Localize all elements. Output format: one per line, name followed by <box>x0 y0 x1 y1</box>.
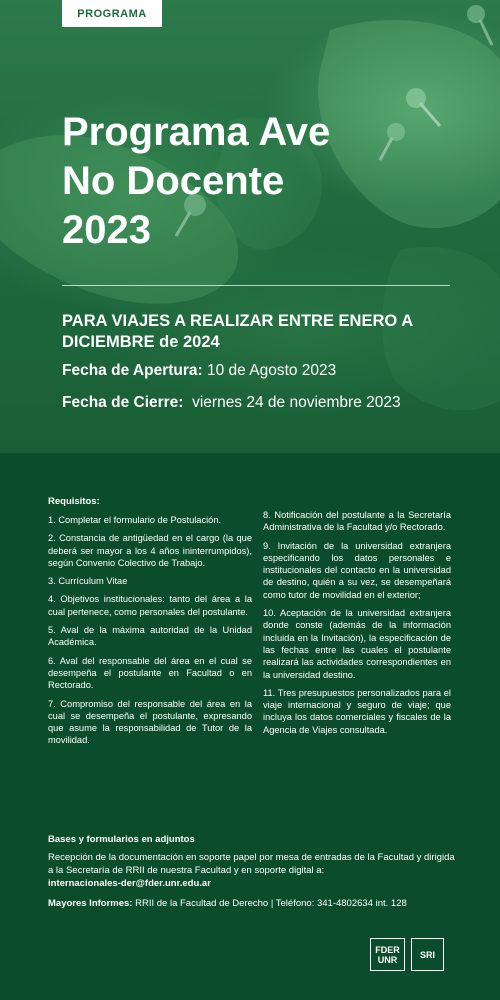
title-line: No Docente <box>62 159 285 203</box>
travel-period-subtitle: PARA VIAJES A REALIZAR ENTRE ENERO A DICIEMBRE de 2024 <box>62 312 413 351</box>
requirements-left-column <box>48 514 252 753</box>
sri-logo: SRI <box>411 938 444 971</box>
opening-date <box>62 362 336 380</box>
reception-text: Recepción de la documentación en soporte papel por mesa de entradas de la Facultad y dirigida a la Secretaría de RRII de nuestra Facultad y en soporte digital a: <box>48 852 455 876</box>
requirement-item: 3. Currículum Vitae <box>48 576 128 587</box>
more-info-label: Mayores Informes: <box>48 898 133 909</box>
requirement-item: 9. Invitación de la universidad extranjera especificando los datos personales e institucionales del contacto en la universidad de destino, quién a su vez, se desempeñará como tutor de movilidad en el exterior; <box>263 540 451 600</box>
requirement-item: 4. Objetivos institucionales: tanto del área a la cual pertenece, como personales del postulante. <box>48 594 252 617</box>
requirement-item: 2. Constancia de antigüedad en el cargo (la que deberá ser mayor a los 4 años ininterrumpidos), según Convenio Colectivo de Trabajo. <box>48 533 252 568</box>
page-title <box>62 108 442 255</box>
requirements-right-column <box>263 509 451 742</box>
requirement-item: 7. Compromiso del responsable del área en la cual se desempeña el postulante, expresando que asume la responsabilidad de Tutor de la movilidad. <box>48 698 252 746</box>
opening-date-label: Fecha de Apertura: <box>62 362 203 379</box>
title-line: 2023 <box>62 208 151 252</box>
hero-section <box>0 0 500 453</box>
details-section <box>0 453 500 1000</box>
requirements-title: Requisitos: <box>48 496 100 507</box>
more-info-value: RRII de la Facultad de Derecho | Teléfono: 341-4802634 int. 128 <box>135 898 407 909</box>
requirement-item: 5. Aval de la máxima autoridad de la Unidad Académica. <box>48 625 252 648</box>
requirement-item: 10. Aceptación de la universidad extranjera donde conste (además de la información incluida en la Invitación), la especificación de las fechas entre las cuales el postulante realizará las actividades correspondientes en la universidad destino. <box>263 608 451 680</box>
title-line: Programa Ave <box>62 110 331 154</box>
reception-note <box>48 851 458 890</box>
more-info <box>48 897 458 910</box>
requirement-item: 1. Completar el formulario de Postulación. <box>48 515 222 525</box>
program-badge: PROGRAMA <box>62 0 162 27</box>
closing-date-label: Fecha de Cierre: <box>62 394 184 411</box>
fder-unr-logo <box>370 938 405 971</box>
requirement-item: 11. Tres presupuestos personalizados para el viaje internacional y seguro de viaje; que incluya los datos comerciales y fiscales de la Agencia de Viajes consultada. <box>263 687 451 735</box>
requirement-item: 6. Aval del responsable del área en el cual se desempeña el postulante en Facultad o en Rectorado. <box>48 655 252 691</box>
closing-date <box>62 394 401 412</box>
opening-date-value: 10 de Agosto 2023 <box>207 362 337 379</box>
logo-text: UNR <box>377 954 398 965</box>
contact-email[interactable]: internacionales-der@fder.unr.edu.ar <box>48 878 211 889</box>
attachments-note: Bases y formularios en adjuntos <box>48 834 195 845</box>
divider <box>62 285 450 286</box>
requirement-item: 8. Notificación del postulante a la Secretaría Administrativa de la Facultad y/o Rectorado. <box>263 510 451 533</box>
logo-text: FDER <box>375 944 400 955</box>
closing-date-value: viernes 24 de noviembre 2023 <box>192 394 401 411</box>
